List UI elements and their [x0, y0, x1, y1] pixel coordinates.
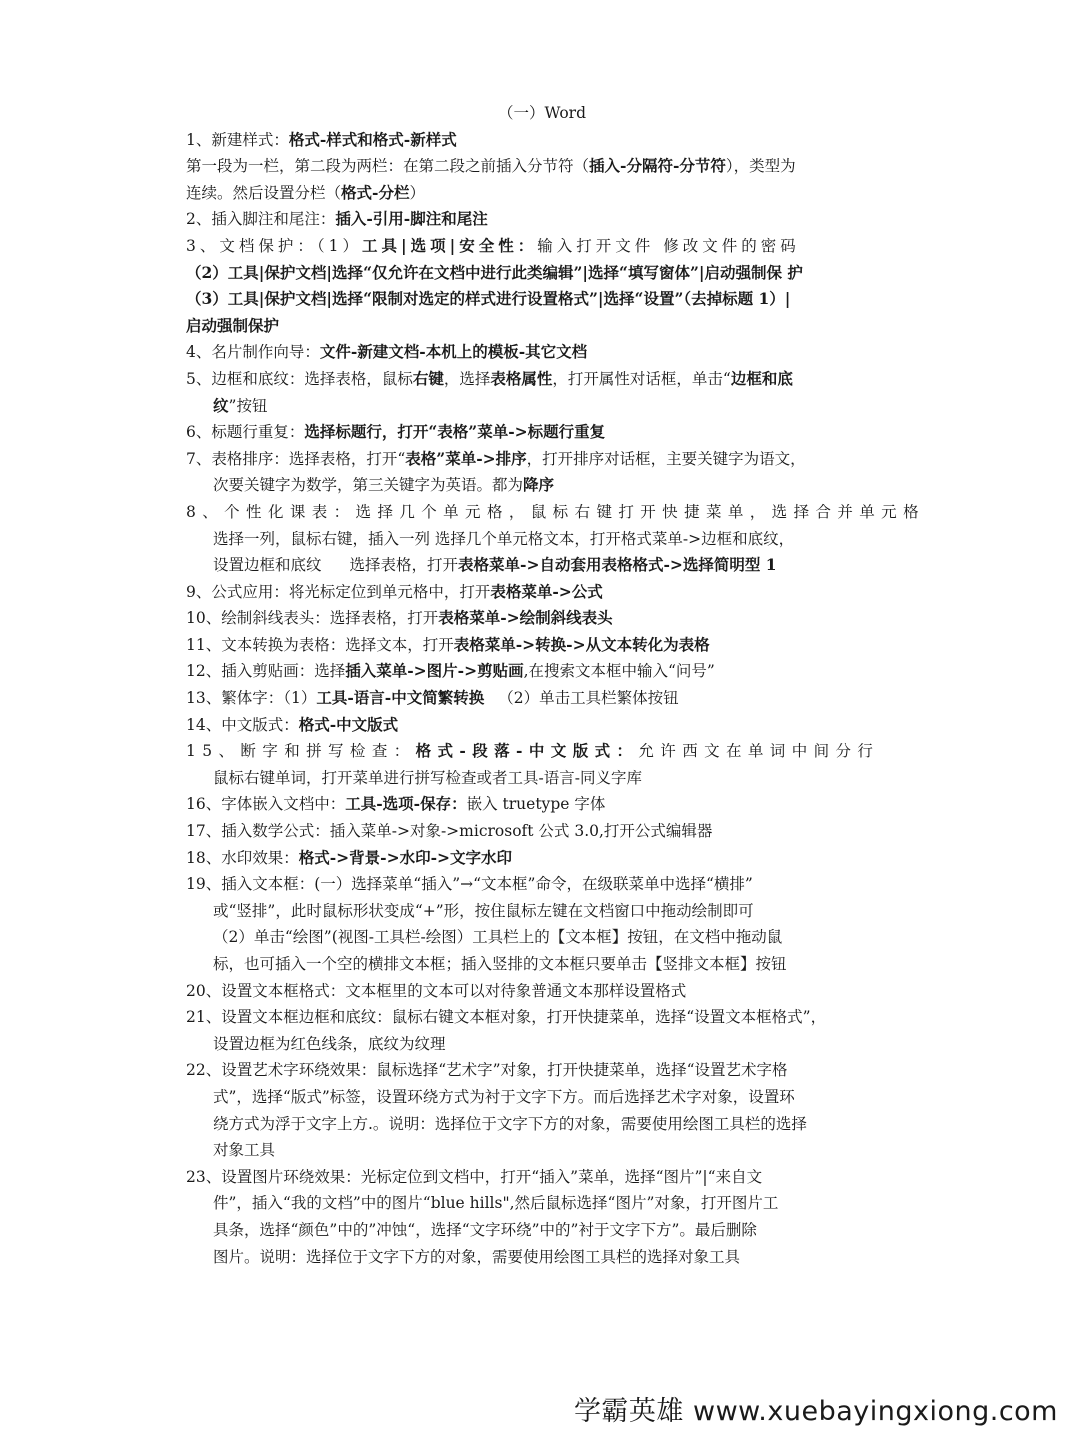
item-11: 11、文本转换为表格：选择文本，打开表格菜单->转换->从文本转化为表格 [186, 634, 710, 654]
item-20: 20、设置文本框格式：文本框里的文本可以对待象普通文本那样设置格式 [186, 981, 687, 1000]
item-19-line-3: （2）单击“绘图”(视图-工具栏-绘图）工具栏上的【文本框】按钮，在文档中拖动鼠 [213, 928, 783, 947]
item-19-line-2: 或“竖排”，此时鼠标形状变成“+”形，按住鼠标左键在文档窗口中拖动绘制即可 [213, 901, 754, 920]
item-6: 6、标题行重复：选择标题行，打开“表格”菜单->标题行重复 [186, 422, 606, 442]
item-7-line-2: 次要关键字为数学，第三关键字为英语。都为降序 [213, 475, 555, 495]
item-4: 4、名片制作向导：文件-新建文档-本机上的模板-其它文档 [186, 342, 588, 362]
item-23-line-2: 件”，插入“我的文档”中的图片“blue hills",然后鼠标选择“图片”对象，打开图片工 [213, 1194, 779, 1213]
item-16: 16、字体嵌入文档中：工具-选项-保存：嵌入 truetype 字体 [186, 794, 606, 814]
item-3-line-1: 3、文档保护：（1）工具|选项|安全性：输入打开文件 修改文件的密码 [186, 235, 800, 255]
paragraph-columns-1: 第一段为一栏，第二段为两栏：在第二段之前插入分节符（插入-分隔符-分节符），类型为 [186, 156, 796, 176]
item-15-line-2: 鼠标右键单词，打开菜单进行拼写检查或者工具-语言-同义字库 [213, 768, 642, 787]
item-19-line-1: 19、插入文本框：(一）选择菜单“插入”→“文本框”命令，在级联菜单中选择“横排” [186, 875, 753, 894]
section-title: （一）Word [497, 104, 587, 122]
paragraph-columns-2: 连续。然后设置分栏（格式-分栏） [186, 182, 425, 202]
item-2: 2、插入脚注和尾注：插入-引用-脚注和尾注 [186, 209, 488, 229]
item-8-line-1: 8、个性化课表：选择几个单元格，鼠标右键打开快捷菜单，选择合并单元格 [186, 502, 925, 521]
item-13: 13、繁体字：（1）工具-语言-中文简繁转换 （2）单击工具栏繁体按钮 [186, 688, 679, 708]
item-22-line-3: 绕方式为浮于文字上方.。说明：选择位于文字下方的对象，需要使用绘图工具栏的选择 [213, 1114, 807, 1133]
item-23-line-3: 具条，选择“颜色”中的”冲蚀“，选择“文字环绕”中的”衬于文字下方”。最后删除 [213, 1220, 757, 1239]
item-14: 14、中文版式：格式-中文版式 [186, 714, 399, 734]
item-5-line-2: 纹”按钮 [213, 395, 268, 415]
item-8-line-3: 设置边框和底纹 选择表格，打开表格菜单->自动套用表格格式->选择简明型 1 [213, 555, 777, 575]
item-15-line-1: 15、断字和拼写检查：格式-段落-中文版式：允许西文在单词中间分行 [186, 741, 880, 761]
item-3-line-2: （2）工具|保护文档|选择“仅允许在文档中进行此类编辑”|选择“填写窗体”|启动强制保 护 [186, 262, 803, 282]
item-3-line-3: （3）工具|保护文档|选择“限制对选定的样式进行设置格式”|选择“设置”（去掉标题 1）| [186, 289, 791, 309]
item-10: 10、绘制斜线表头：选择表格，打开表格菜单->绘制斜线表头 [186, 608, 613, 628]
item-8-line-2: 选择一列，鼠标右键，插入一列 选择几个单元格文本，打开格式菜单->边框和底纹， [213, 529, 795, 548]
item-21-line-2: 设置边框为红色线条，底纹为纹理 [213, 1034, 446, 1053]
item-19-line-4: 标，也可插入一个空的横排文本框；插入竖排的文本框只要单击【竖排文本框】按钮 [213, 955, 787, 973]
item-18: 18、水印效果：格式->背景->水印->文字水印 [186, 847, 512, 867]
item-22-line-1: 22、设置艺术字环绕效果：鼠标选择“艺术字”对象，打开快捷菜单，选择“设置艺术字格 [186, 1061, 788, 1080]
item-22-line-4: 对象工具 [213, 1141, 276, 1160]
item-22-line-2: 式”，选择“版式”标签，设置环绕方式为衬于文字下方。而后选择艺术字对象，设置环 [213, 1087, 795, 1106]
document-page [186, 100, 925, 1270]
item-21-line-1: 21、设置文本框边框和底纹：鼠标右键文本框对象，打开快捷菜单，选择“设置文本框格式”， [186, 1008, 827, 1027]
item-3-line-4: 启动强制保护 [186, 315, 280, 335]
item-17: 17、插入数学公式：插入菜单->对象->microsoft 公式 3.0,打开公式编辑器 [186, 822, 713, 841]
item-23-line-4: 图片。说明：选择位于文字下方的对象，需要使用绘图工具栏的选择对象工具 [213, 1247, 741, 1266]
item-5-line-1: 5、边框和底纹：选择表格，鼠标右键，选择表格属性，打开属性对话框，单击“边框和底 [186, 368, 793, 388]
item-7-line-1: 7、表格排序：选择表格，打开“表格”菜单->排序，打开排序对话框，主要关键字为语文， [186, 448, 806, 468]
item-9: 9、公式应用：将光标定位到单元格中，打开表格菜单->公式 [186, 581, 603, 601]
item-12: 12、插入剪贴画：选择插入菜单->图片->剪贴画,在搜索文本框中输入“问号” [186, 661, 715, 681]
item-23-line-1: 23、设置图片环绕效果：光标定位到文档中，打开“插入”菜单，选择“图片”|“来自文 [186, 1167, 763, 1186]
item-1: 1、新建样式：格式-样式和格式-新样式 [186, 129, 457, 149]
site-watermark: 学霸英雄 www.xuebayingxiong.com [573, 1396, 1058, 1427]
